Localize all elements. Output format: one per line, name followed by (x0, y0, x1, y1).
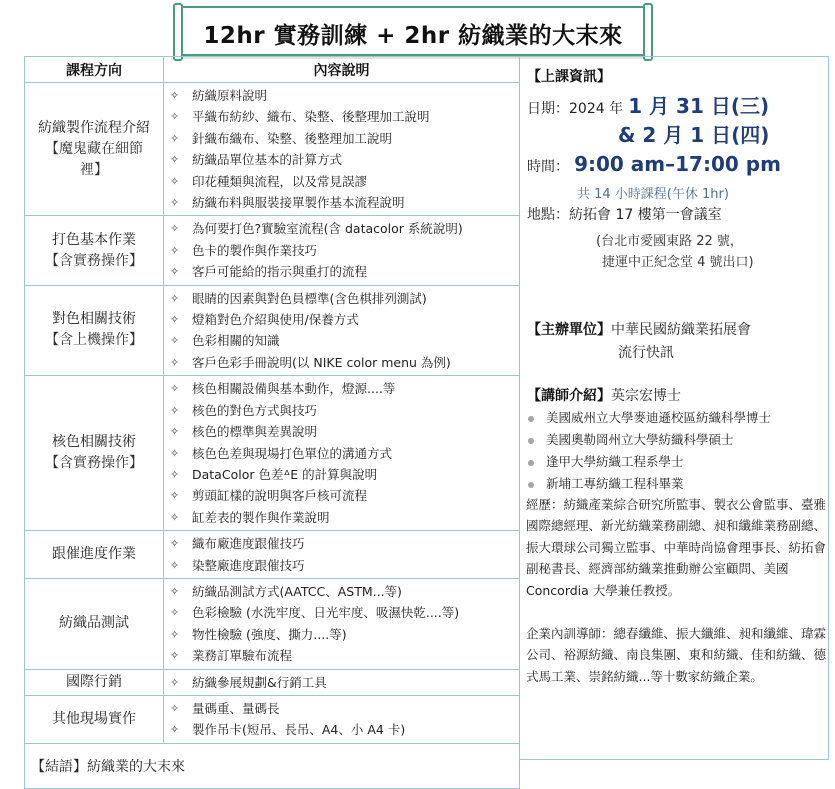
list-item (170, 421, 519, 442)
gray-dot-icon (528, 482, 534, 488)
category-title: 紡織製作流程介紹 (38, 119, 150, 136)
date-second: & 2 月 1 日(四) (618, 123, 770, 147)
diamond-outline-icon: ✧ (170, 243, 180, 257)
page-title: 12hr 實務訓練 + 2hr 紡織業的大末來 (203, 23, 623, 49)
title-banner (178, 6, 648, 56)
list-item-text: 量碼重、量碼長 (192, 700, 280, 716)
diamond-outline-icon: ✧ (170, 537, 180, 551)
course-category (25, 695, 164, 743)
diamond-outline-icon: ✧ (170, 355, 180, 369)
course-category (25, 83, 164, 216)
course-category (25, 578, 164, 669)
gray-dot-icon (528, 416, 534, 422)
list-item-text: 燈箱對色介紹與使用/保養方式 (192, 312, 359, 328)
list-item-text: 紡織原料說明 (192, 88, 268, 103)
list-item-text: 織布廠進度跟催技巧 (192, 536, 305, 552)
diamond-outline-icon: ✧ (170, 174, 180, 188)
category-title: 打色基本作業 (52, 231, 136, 248)
course-content (164, 669, 520, 695)
list-item (170, 443, 519, 464)
organizer-name-2: 流行快訊 (618, 345, 674, 361)
list-item (170, 192, 519, 213)
diamond-outline-icon: ✧ (170, 649, 180, 663)
course-content (164, 531, 520, 579)
list-item (170, 602, 519, 623)
list-item-text: 色卡的製作與作業技巧 (192, 242, 318, 258)
date-line (527, 90, 769, 119)
list-item-text: 核色的對色方式與技巧 (192, 402, 318, 418)
list-item-text: 平織布紡紗、織布、染整、後整理加工說明 (192, 109, 430, 125)
list-item (170, 533, 519, 554)
category-subtitle: 【含上機操作】 (45, 332, 143, 349)
content-list (170, 672, 519, 693)
list-item (170, 149, 519, 170)
list-item (170, 352, 519, 373)
list-item (170, 400, 519, 421)
address-line-1: (台北市愛國東路 22 號， (596, 234, 743, 249)
list-item (170, 581, 519, 602)
category-title: 國際行銷 (66, 673, 122, 690)
list-item-text: 紡織品單位基本的計算方式 (192, 152, 343, 168)
list-item-text: 業務訂單驗布流程 (192, 648, 293, 664)
list-item (170, 218, 519, 239)
category-subtitle: 【魔鬼藏在細節裡】 (45, 140, 143, 178)
diamond-outline-icon: ✧ (170, 291, 180, 305)
place-line (527, 204, 722, 224)
time-value: 9:00 am–17:00 pm (574, 152, 781, 176)
list-item-text: 客戶色彩手冊說明(以 NIKE color menu 為例) (192, 354, 451, 370)
list-item-text: 客戶可能給的指示與重打的流程 (192, 264, 368, 280)
course-category (25, 669, 164, 695)
list-item (170, 85, 519, 106)
credential-item: 美國奧勒岡州立大學紡織科學碩士 (528, 430, 734, 448)
class-info-heading: 【上課資訊】 (527, 69, 611, 85)
list-item-text: 物性檢驗 (強度、撕力....等) (192, 626, 347, 642)
list-item (170, 698, 519, 719)
category-title: 核色相關技術 (52, 434, 136, 451)
category-title: 對色相關技術 (52, 311, 136, 328)
diamond-outline-icon: ✧ (170, 584, 180, 598)
credential-item: 美國威州立大學麥迪遜校區紡織科學博士 (528, 408, 771, 426)
diamond-outline-icon: ✧ (170, 313, 180, 327)
content-list (170, 581, 519, 667)
list-item-text: 紡織參展規劃&行銷工具 (192, 674, 327, 690)
list-item (170, 555, 519, 576)
date-year: 2024 年 (569, 101, 624, 117)
diamond-outline-icon: ✧ (170, 89, 180, 102)
list-item (170, 106, 519, 127)
closing-remark: 【結語】紡織業的大末來 (25, 743, 520, 788)
course-category (25, 376, 164, 531)
table-row (25, 285, 520, 376)
list-item-text: 針織布織布、染整、後整理加工說明 (192, 130, 393, 146)
date-first: 1 月 31 日(三) (628, 94, 770, 118)
credential-item: 新埔工專紡織工程科畢業 (528, 474, 684, 492)
date-label: 日期： (527, 101, 569, 117)
table-row (25, 83, 520, 216)
diamond-outline-icon: ✧ (170, 382, 180, 396)
list-item (170, 330, 519, 351)
content-list (170, 288, 519, 374)
diamond-outline-icon: ✧ (170, 627, 180, 641)
list-item (170, 309, 519, 330)
header-content-description: 內容說明 (164, 57, 520, 83)
course-table (24, 56, 520, 789)
diamond-outline-icon: ✧ (170, 196, 180, 210)
list-item (170, 719, 519, 740)
content-list (170, 698, 519, 741)
course-content (164, 695, 520, 743)
place-label: 地點： (527, 207, 569, 223)
instructor-name: 英宗宏博士 (611, 388, 681, 404)
table-row (25, 578, 520, 669)
list-item-text: DataColor 色差ᐞE 的計算與說明 (192, 466, 378, 482)
content-list (170, 218, 519, 282)
list-item (170, 485, 519, 506)
category-subtitle: 【含實務操作】 (45, 252, 143, 269)
gray-dot-icon (528, 460, 534, 466)
header-course-direction: 課程方向 (25, 57, 164, 83)
place-value: 紡拓會 17 樓第一會議室 (569, 207, 722, 223)
list-item-text: 紡織品測試方式(AATCC、ASTM...等) (192, 583, 402, 599)
list-item (170, 672, 519, 693)
list-item-text: 印花種類與流程，以及常見誤謬 (192, 173, 368, 189)
hours-note: 共 14 小時課程(午休 1hr) (577, 187, 729, 202)
course-content (164, 376, 520, 531)
diamond-outline-icon: ✧ (170, 153, 180, 167)
list-item-text: 染整廠進度跟催技巧 (192, 557, 305, 573)
table-row (25, 531, 520, 579)
list-item-text: 色彩相關的知識 (192, 333, 280, 349)
list-item (170, 288, 519, 309)
list-item-text: 核色的標準與差異說明 (192, 424, 318, 440)
list-item-text: 製作吊卡(短吊、長吊、A4、小 A4 卡) (192, 722, 406, 738)
list-item-text: 剪頭缸樣的說明與客戶核可流程 (192, 488, 368, 504)
list-item (170, 645, 519, 666)
time-label: 時間： (527, 159, 569, 175)
diamond-outline-icon: ✧ (170, 110, 180, 124)
diamond-outline-icon: ✧ (170, 701, 180, 715)
table-row (25, 669, 520, 695)
category-subtitle: 【含實務操作】 (45, 455, 143, 472)
category-title: 其他現場實作 (52, 710, 136, 727)
diamond-outline-icon: ✧ (170, 446, 180, 460)
time-line (527, 152, 781, 176)
diamond-outline-icon: ✧ (170, 723, 180, 737)
category-title: 跟催進度作業 (52, 546, 136, 563)
course-category (25, 216, 164, 285)
course-content (164, 216, 520, 285)
course-category (25, 531, 164, 579)
course-content (164, 285, 520, 376)
list-item (170, 128, 519, 149)
list-item-text: 缸差表的製作與作業說明 (192, 509, 330, 525)
table-row (25, 695, 520, 743)
list-item-text: 核色色差與現場打色單位的溝通方式 (192, 445, 393, 461)
list-item (170, 624, 519, 645)
course-content (164, 83, 520, 216)
instructor-label: 【講師介紹】 (527, 388, 611, 404)
info-panel (519, 56, 829, 760)
table-row (25, 216, 520, 285)
diamond-outline-icon: ✧ (170, 265, 180, 279)
diamond-outline-icon: ✧ (170, 606, 180, 620)
diamond-outline-icon: ✧ (170, 425, 180, 439)
list-item (170, 261, 519, 282)
table-row (25, 376, 520, 531)
diamond-outline-icon: ✧ (170, 489, 180, 503)
list-item-text: 紡織布料與服裝接單製作基本流程說明 (192, 195, 405, 211)
table-header-row (25, 57, 520, 83)
course-category (25, 285, 164, 376)
organizer-name: 中華民國紡織業拓展會 (611, 322, 751, 338)
list-item (170, 378, 519, 399)
diamond-outline-icon: ✧ (170, 467, 180, 481)
list-item (170, 171, 519, 192)
content-list (170, 533, 519, 576)
diamond-outline-icon: ✧ (170, 403, 180, 417)
diamond-outline-icon: ✧ (170, 334, 180, 348)
course-table-body (25, 83, 520, 744)
content-list (170, 85, 519, 213)
list-item-text: 為何要打色?實驗室流程(含 datacolor 系統說明) (192, 221, 463, 237)
list-item-text: 色彩檢驗 (水洗牢度、日光牢度、吸濕快乾....等) (192, 605, 460, 621)
diamond-outline-icon: ✧ (170, 131, 180, 145)
address-line-2: 捷運中正紀念堂 4 號出口) (602, 255, 754, 270)
diamond-outline-icon: ✧ (170, 558, 180, 572)
diamond-outline-icon: ✧ (170, 675, 180, 689)
organizer-label: 【主辦單位】 (527, 322, 611, 338)
instructor-mentors: 企業內訓導師：總春纖維、振大纖維、昶和纖維、瑋霖公司、裕源紡織、南良集團、東和紡織、佳和紡織、德式馬工業、崇銘紡織...等十數家紡織企業。 (526, 626, 827, 684)
diamond-outline-icon: ✧ (170, 222, 180, 236)
list-item (170, 507, 519, 528)
list-item-text: 眼睛的因素與對色員標準(含色棋排列測試) (192, 290, 427, 306)
diamond-outline-icon: ✧ (170, 510, 180, 524)
credential-item: 逢甲大學紡織工程系學士 (528, 452, 684, 470)
organizer-line (527, 319, 751, 339)
instructor-line (527, 385, 681, 405)
instructor-experience: 經歷：紡織產業綜合研究所監事、製衣公會監事、臺雅國際總經理、新光紡織業務副總、昶和纖維業務副總、振大環球公司獨立監事、中華時尚協會理事長、紡拓會副秘書長、經濟部紡織業推動辦公室顧問、美國 Concordia 大學兼任教授。 (526, 497, 827, 598)
list-item (170, 240, 519, 261)
table-footer-row (25, 743, 520, 788)
course-content (164, 578, 520, 669)
content-list (170, 378, 519, 528)
gray-dot-icon (528, 438, 534, 444)
category-title: 紡織品測試 (59, 615, 129, 632)
list-item (170, 464, 519, 485)
list-item-text: 核色相關設備與基本動作，燈源....等 (192, 381, 396, 397)
